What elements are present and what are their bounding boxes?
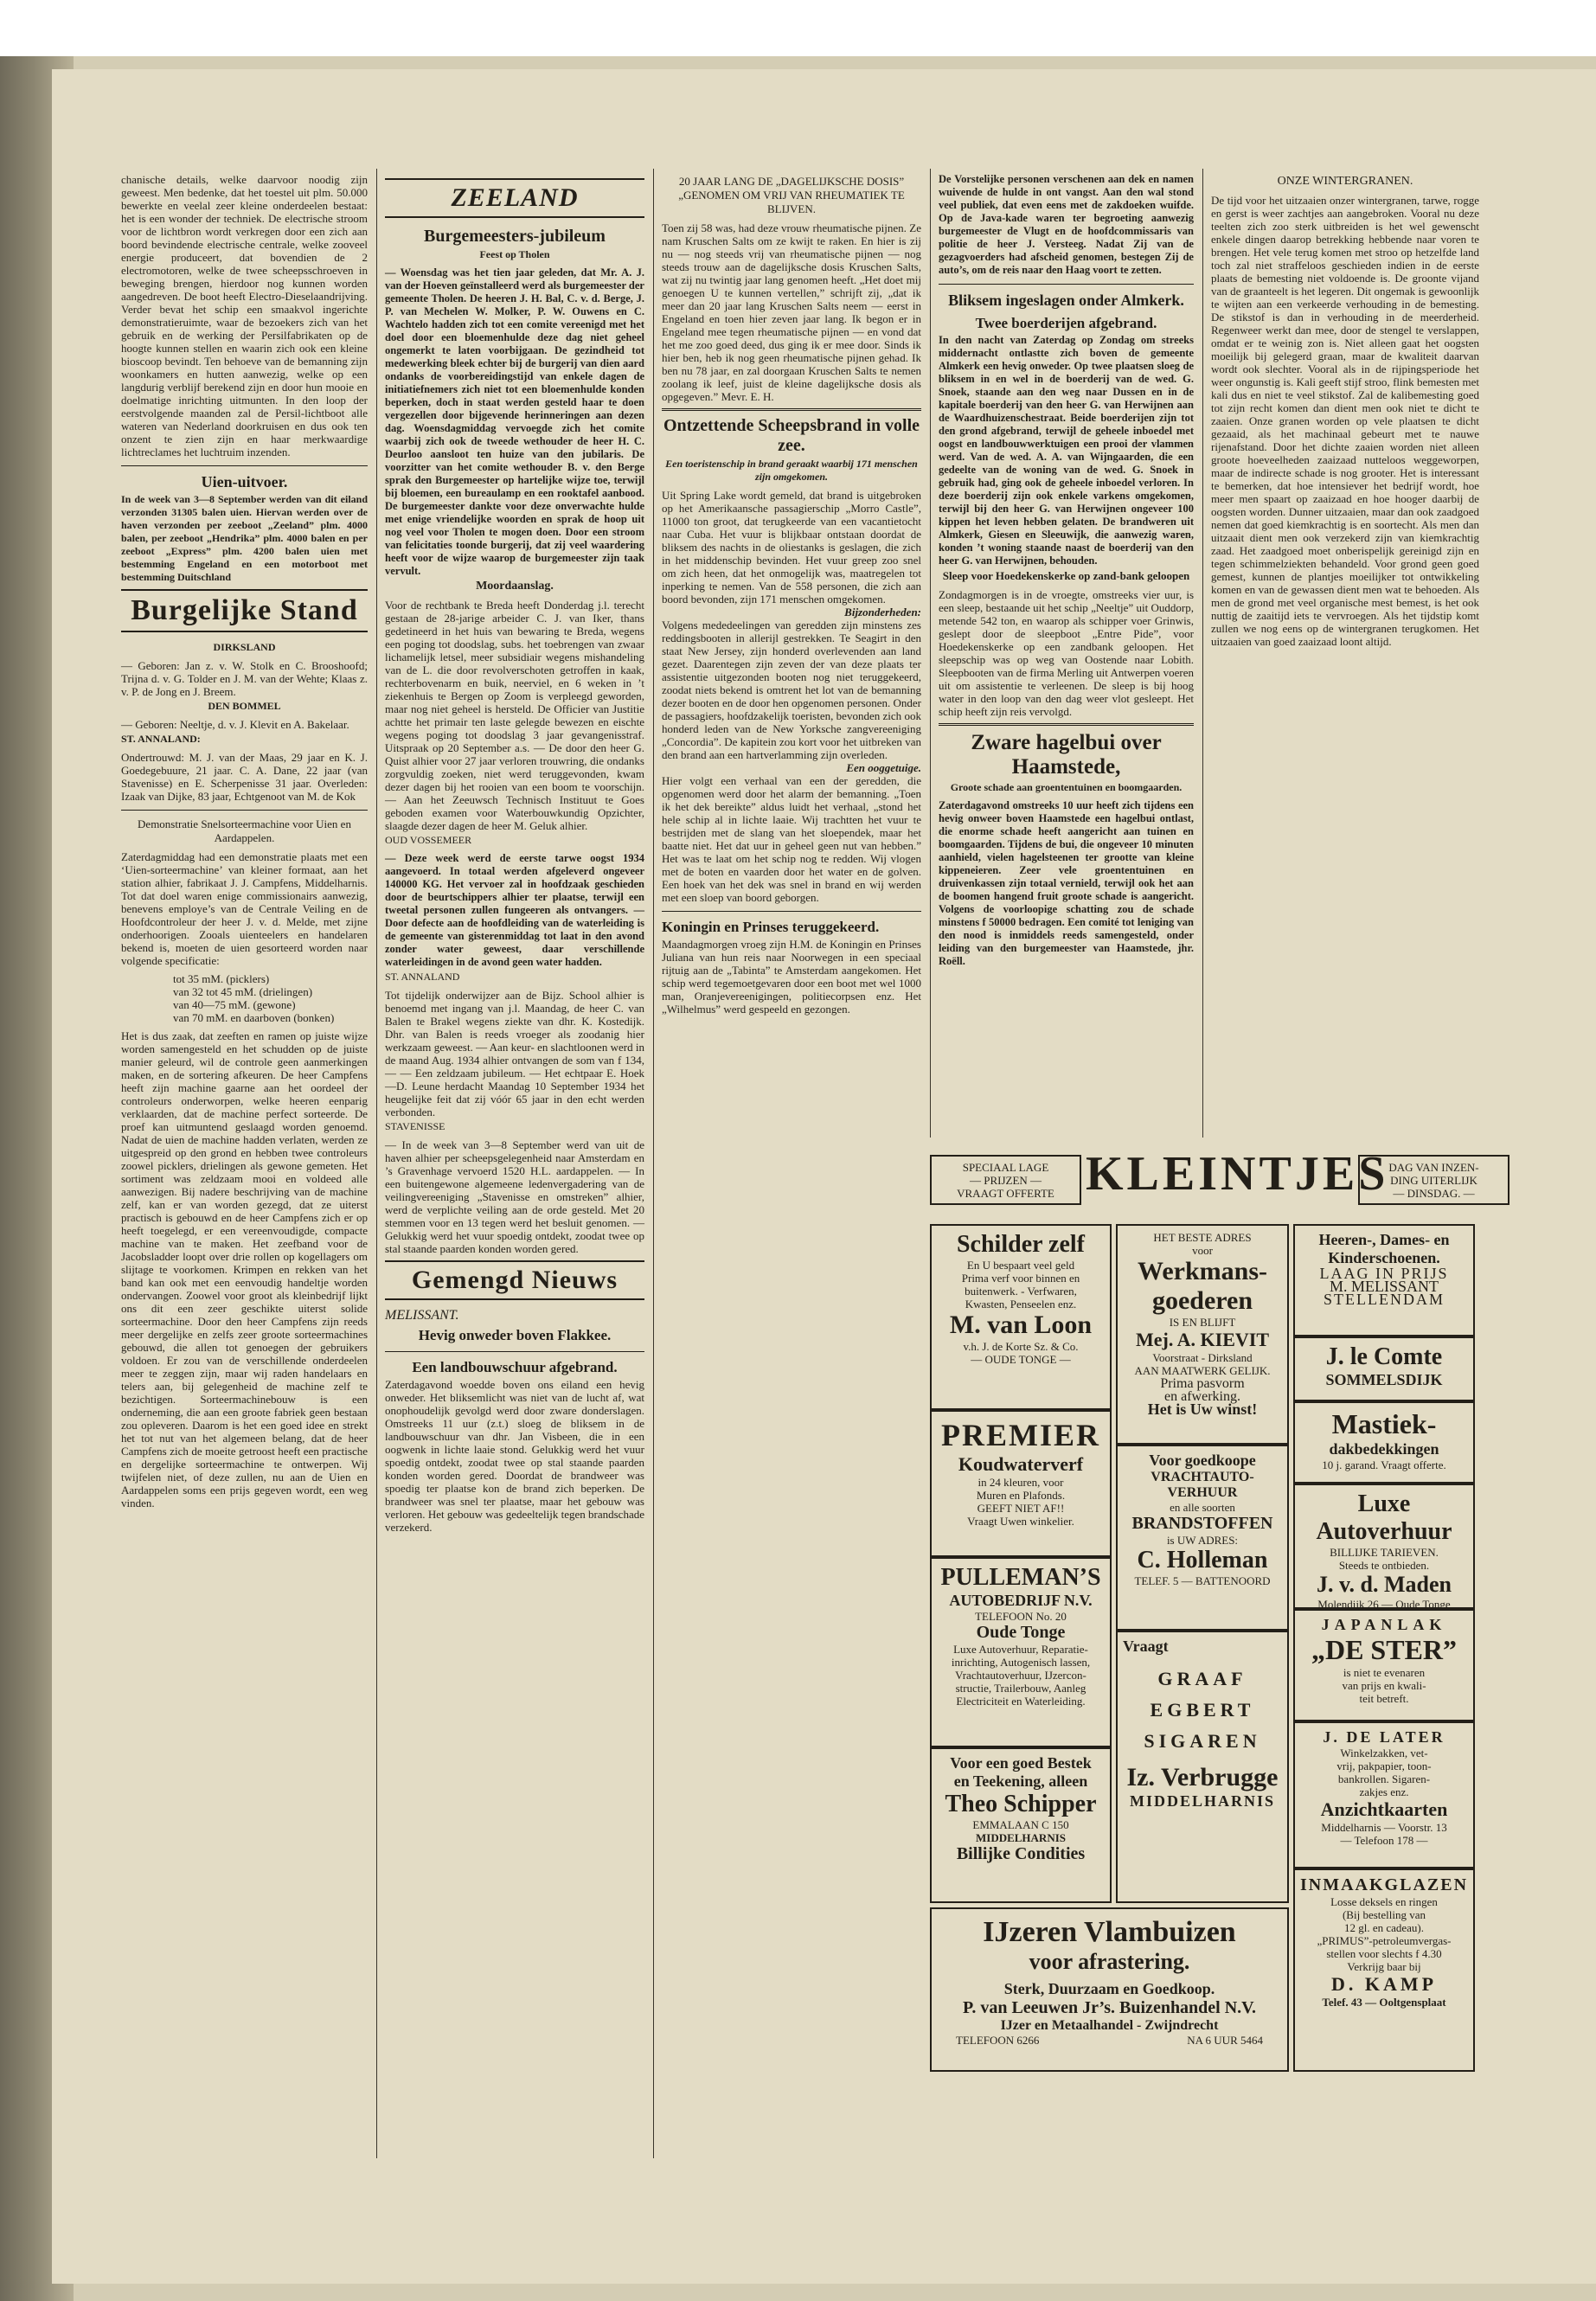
ad-text: Koudwaterverf bbox=[958, 1453, 1084, 1475]
heading-dirksland: DIRKSLAND bbox=[213, 641, 276, 653]
ad-name: J. le Comte bbox=[1325, 1343, 1443, 1370]
subheading-scheepsbrand: Een toeristenschip in brand geraakt waarbij 171 menschen zijn omgekomen. bbox=[665, 458, 918, 483]
ad-text: M. MELISSANT bbox=[1329, 1278, 1439, 1295]
ad-headline: Anzichtkaarten bbox=[1320, 1798, 1448, 1820]
ad-text: is niet te evenaren bbox=[1343, 1666, 1426, 1679]
ad-text: Vrachtautoverhuur, IJzercon- bbox=[955, 1669, 1086, 1682]
ad-maden bbox=[1293, 1484, 1475, 1609]
ad-text: is UW ADRES: bbox=[1166, 1534, 1239, 1547]
ad-name: D. KAMP bbox=[1330, 1973, 1438, 1995]
ad-text: Electriciteit en Waterleiding. bbox=[956, 1695, 1086, 1708]
divider bbox=[121, 810, 368, 811]
ad-kievit bbox=[1116, 1224, 1289, 1445]
ad-text: Oude Tonge bbox=[976, 1623, 1066, 1642]
article-koningin: Maandagmorgen vroeg zijn H.M. de Koningin en Prinses Juliana van hun reis naar Noorwegen in een speciaal rijtuig aan de „Tabinta” te Amsterdam aangekomen. Het schip werd tegemoetgevaren door een boot met wel 1000 man, Oranjevereenigingen, politiecorpsen enz. Het „Wilhelmus” werd gespeeld en gezongen. bbox=[662, 938, 921, 1016]
ad-text: 12 gl. en cadeau). bbox=[1343, 1921, 1425, 1934]
ad-name: M. van Loon bbox=[949, 1311, 1093, 1339]
article-bijzonderheden: Volgens mededeelingen van geredden zijn minstens zes reddingsbooten in allerijl gestrekken. Te Seagirt in den staat New Jersey, zijn honderd overlevenden aan land gezet. Daarentegen zijn zeven der van deze plaats ter assistentie uitgezonden booten nog niet teruggekeerd, zoodat niets bekend is omtrent het lot van de bemanning dezer booten en de door hen opgenomen personen. Onder de passagiers, hoofdzakelijk toeristen, bevonden zich ook honderd leden van de New Yorksche zangvereeniging „Concordia”. De kapitein zou kort voor het uitbreken van den brand aan een hartverlamming zijn overleden. bbox=[662, 619, 921, 761]
ad-text: IJzer en Metaalhandel - Zwijndrecht bbox=[1000, 2018, 1219, 2033]
ad-melissant bbox=[1293, 1224, 1475, 1336]
ad-text: Verkrijg baar bij bbox=[1347, 1960, 1421, 1973]
ad-text: teit betreft. bbox=[1359, 1692, 1409, 1705]
ad-text: BILLIJKE TARIEVEN. bbox=[1330, 1546, 1439, 1559]
article-stavenisse: — In de week van 3—8 September werd van uit de haven alhier per scheepsgelegenheid naar Amsterdam en ’s Gravenhage vervoerd 1520 H.L. aardappelen. — In een buitengewone algemeene ledenvergadering van de veilingvereeniging „Stavenisse en omstreken” alhier, werd de verplichte veiling aan de orde gesteld. Met 20 stemmen voor en 13 tegen werd het besluit genomen. — Gelukkig werd het vuur spoedig ontdekt, zoodat twee op stal staande paarden konden worden gered. bbox=[385, 1138, 644, 1255]
ad-headline: Luxe bbox=[1357, 1490, 1411, 1517]
ad-text: SIGAREN bbox=[1144, 1730, 1261, 1752]
article-oud-vossemeer: — Deze week werd de eerste tarwe oogst 1934 aangevoerd. In totaal werden afgeleverd ongeveer 140000 KG. Het vervoer zal in hoofdzaak geschieden door de beurtschippers alhier ter plaatse, terwijl een tweetal personen zullen fungeeren als ontvangers. — Door defecte aan de hoofdleiding van de waterleiding is de gemeente van gisterenmiddag tot laat in den avond zonder water geweest, daar verschillende waterleidingen in de avond geen water hadden. bbox=[385, 852, 644, 968]
ad-phone-row bbox=[939, 2034, 1280, 2047]
heading-boerderijen: Twee boerderijen afgebrand. bbox=[975, 315, 1157, 331]
text-den-bommel: — Geboren: Neeltje, d. v. J. Klevit en A. Bakelaar. bbox=[121, 718, 349, 731]
article-hagelbui: Zaterdagavond omstreeks 10 uur heeft zich tijdens een hevig onweer boven Haamstede een hagelbui ontlast, die enorme schade heeft aangericht aan tuinen en boomgaarden. Tijdens de bui, die ongeveer 10 minuten aanhield, vielen hagelsteenen ter grootte van kleine kippeneieren. Zeer vele groententuinen en druivenkassen zijn totaal vernield, terwijl ook het aan de boomen hangend fruit groote schade is aangericht. Volgens de voorloopige schatting zou de schade minstens f 50000 bedragen. Een comité tot leniging van den nood is inmiddels reeds samengesteld, onder leiding van den burgemeester van Haamstede, jhr. Roëll. bbox=[939, 799, 1194, 967]
article-demonstratie-continued: Het is dus zaak, dat zeeften en ramen op juiste wijze worden samengesteld en het schudden op de juiste manier geleurd, wil de controle geen aanmerkingen maken, en de sortering afkeuren. De heer Campfens heeft zijn machine gaarne aan het oordeel der controleurs onderworpen, welke heeren eenparig verklaarden, dat de machine perfect sorteerde. De proef kan uitmuntend geslaagd worden genoemd. Nadat de uien de machine hadden verlaten, werden ze uitgespreid op den grond en hebben twee controleurs zoowel picklers, drielingen als gewone gemeten. Het sortiment was zeldzaam mooi en voldeed alle aanwezigen. Bij nadere beschrijving van de machine zelf, kan er van worden gezegd, dat ze uiterst practisch is gebouwd en de heer Campfens zich er op heeft toegelegd, er een vereenvoudigde, compacte machine van te maken. Het zeefband voor de Jacobsladder loopt over drie rollen op kogellagers om slijtage te voorkomen. Krimpen en rekken van het band kan ook met een eenvoudig handeltje worden ondervangen. Zoowel voor groot als kleinbedrijf lijkt ons dit een zeer geschikte uiterst solide sorteermachine. Door den heer Campfens zijn reeds meer dergelijke en zelfs zeer groote sorteermachines gebouwd, die allen tot genoegen der gebruikers voldoen. Er zou van de verschillende onderdeelen meer te zeggen zijn, maar wij raden handelaars en telers aan, bij gelegenheid de machine zelf te bezichtigen. Sorteermachinebouw is een onderneming, die aan een groote fabriek geen bestaan zou opleveren. Daarom is het een goed idee en strekt het tot nut van het algemeen belang, dat de heer Campfens zich de moeite getroost heeft een practische en dergelijke sorteermachine te ontwerpen. Wij twijfelen niet, of deze zullen, nu aan de Uien en Aardappelen soms een prijs gegeven wordt, een weg vinden. bbox=[121, 1029, 368, 1509]
ad-text: Kinderschoenen. bbox=[1328, 1249, 1440, 1266]
ad-text: MIDDELHARNIS bbox=[1129, 1792, 1276, 1810]
ad-text: Middelharnis — Voorstr. 13 bbox=[1321, 1821, 1447, 1834]
ad-text: LAAG IN PRIJS bbox=[1319, 1265, 1449, 1282]
ad-text: Voor goedkoope bbox=[1149, 1452, 1256, 1469]
heading-melissant: MELISSANT. bbox=[385, 1308, 459, 1323]
ad-text: zakjes enz. bbox=[1359, 1785, 1409, 1798]
ad-text: Steeds te ontbieden. bbox=[1338, 1559, 1430, 1572]
ad-name: C. Holleman bbox=[1137, 1547, 1268, 1574]
ad-text: structie, Trailerbouw, Aanleg bbox=[955, 1682, 1086, 1695]
ad-text: 10 j. garand. Vraagt offerte. bbox=[1322, 1458, 1446, 1471]
banner-text: — DINSDAG. — bbox=[1393, 1187, 1475, 1200]
ad-text: Billijke Condities bbox=[956, 1844, 1086, 1863]
article-persil-continued: chanische details, welke daarvoor noodig zijn geweest. Men bedenke, dat het toestel uit plm. 50.000 bewerkte en veelal zeer kleine onderdeelen bestaat: het is een wonder der techniek. De electrische stroom voor de lichtbron wordt verkregen door een zich aan boord bevindende electrische centrale, welke zooveel energie produceert, dat bovendien de 2 electromotoren, welke de twee scheepsschroeven in beweging brengen, hierdoor nog kunnen worden aangedreven. De boot heeft Electro-Dieselaandrijving. Verder bevat het schip een smaakvol ingerichte demonstratieruimte, waar de bezoekers zich van het gebruik en de werking der Persilfabrikaten op de hoogte kunnen stellen en waarin zich ook een kleine bioscoop bevindt. Ten behoeve van de bemanning zijn woonkamers en hutten aanwezig, welke op een langdurig verblijf berekend zijn en door hun mooie en doelmatige inrichting uitmunten. In den loop der eerstvolgende maanden zal de Persil-lichtboot alle wateren van Nederland doorkruisen en dus ook ten onzent te zien zijn en haar merkwaardige lichtreclames het luchtruim inzenden. bbox=[121, 173, 368, 458]
heading-oud-vossemeer: OUD VOSSEMEER bbox=[385, 834, 472, 846]
article-st-annaland: Tot tijdelijk onderwijzer aan de Bijz. School alhier is benoemd met ingang van j.l. Maandag, de heer C. van Balen te Brakel wegens ziekte van dhr. K. Kostedijk. Dhr. van Balen is reeds vroeger als zoodanig hier werkzaam geweest. — Aan keur- en slachtloonen werd in de maand Aug. 1934 alhier ontvangen de som van f 134,— — Een zeldzaam jubileum. — Het echtpaar E. Hoek—D. Leune herdacht Maandag 10 September 1934 het heugelijke feit dat zij vóór 65 jaar in den echt werden verbonden. bbox=[385, 989, 644, 1118]
section-zeeland: ZEELAND bbox=[385, 178, 644, 218]
ad-verbrugge bbox=[1116, 1631, 1289, 1903]
ad-text: voor bbox=[1192, 1244, 1213, 1257]
ad-text: — Telefoon 178 — bbox=[1340, 1834, 1428, 1847]
heading-st-annaland: ST. ANNALAND: bbox=[121, 733, 201, 745]
divider bbox=[662, 911, 921, 912]
ad-de-later bbox=[1293, 1721, 1475, 1868]
ad-text: Voor een goed Bestek bbox=[950, 1754, 1092, 1772]
ad-name: Iz. Verbrugge bbox=[1126, 1763, 1279, 1791]
text-dirksland: — Geboren: Jan z. v. W. Stolk en C. Brooshoofd; Trijna d. v. G. Tolder en J. M. van der Wehte; Klaas z. v. P. de Jong en J. Breem. bbox=[121, 659, 368, 698]
ad-text: MIDDELHARNIS bbox=[975, 1831, 1066, 1844]
ad-text: vrij, pakpapier, toon- bbox=[1336, 1759, 1432, 1772]
ad-headline: PULLEMAN’S bbox=[940, 1564, 1101, 1591]
ad-text: EMMALAAN C 150 bbox=[972, 1818, 1069, 1831]
ad-text: buitenwerk. - Verfwaren, bbox=[965, 1285, 1077, 1298]
ad-text: inrichting, Autogenisch lassen, bbox=[951, 1656, 1091, 1669]
divider bbox=[939, 723, 1194, 726]
ad-text: Winkelzakken, vet- bbox=[1340, 1747, 1428, 1759]
heading-hagelbui: Zware hagelbui over Haamstede, bbox=[971, 731, 1162, 779]
ad-text: en alle soorten bbox=[1170, 1501, 1235, 1514]
banner-left-box bbox=[930, 1155, 1081, 1205]
ad-text: En U bespaart veel geld bbox=[966, 1259, 1075, 1272]
banner-text: DAG VAN INZEN- bbox=[1388, 1161, 1479, 1174]
ad-text: BRANDSTOFFEN bbox=[1131, 1514, 1273, 1533]
ad-text: Heeren-, Dames- en bbox=[1318, 1231, 1450, 1248]
heading-st-annaland: ST. ANNALAND bbox=[385, 971, 460, 983]
ad-name: P. van Leeuwen Jr’s. Buizenhandel N.V. bbox=[962, 1998, 1257, 2017]
text-st-annaland: Ondertrouwd: M. J. van der Maas, 29 jaar en K. J. Goedegebuure, 21 jaar. C. A. Dane, 22 jaar (van Stavenisse) en E. Scherpenisse 31 jaar. Overleden: Izaak van Dijke, 83 jaar, Echtgenoot van M. de Kok bbox=[121, 751, 368, 803]
ad-name: J. v. d. Maden bbox=[1316, 1572, 1452, 1597]
divider bbox=[939, 284, 1194, 285]
ad-text: TELEF. 5 — BATTENOORD bbox=[1134, 1574, 1271, 1587]
heading-stavenisse: STAVENISSE bbox=[385, 1120, 445, 1132]
ad-text: IS EN BLIJFT bbox=[1169, 1316, 1236, 1329]
ad-headline: Autoverhuur bbox=[1316, 1518, 1452, 1545]
ad-headline: voor afrastering. bbox=[1029, 1949, 1190, 1974]
heading-scheepsbrand: Ontzettende Scheepsbrand in volle zee. bbox=[663, 416, 920, 455]
heading-landbouwschuur: Een landbouwschuur afgebrand. bbox=[412, 1359, 618, 1375]
ad-text: TELEFOON 6266 bbox=[956, 2034, 1040, 2047]
spec-item: van 32 tot 45 mM. (drielingen) bbox=[173, 985, 313, 998]
ad-vlambuizen bbox=[930, 1907, 1289, 2072]
ad-text: — OUDE TONGE — bbox=[971, 1353, 1071, 1366]
ad-text: v.h. J. de Korte Sz. & Co. bbox=[963, 1340, 1079, 1353]
divider bbox=[662, 408, 921, 411]
heading-bijzonderheden: Bijzonderheden: bbox=[844, 606, 921, 619]
heading-moordaanslag: Moordaanslag. bbox=[476, 580, 554, 593]
ad-headline: IJzeren Vlambuizen bbox=[983, 1916, 1236, 1948]
ad-text: Sterk, Duurzaam en Goedkoop. bbox=[1003, 1980, 1215, 1997]
spec-item: tot 35 mM. (picklers) bbox=[173, 972, 270, 985]
kleintjes-banner bbox=[930, 1146, 1509, 1215]
ad-text: en Teekening, alleen bbox=[953, 1772, 1088, 1790]
ad-text: Vraagt bbox=[1123, 1638, 1169, 1655]
subheading-feest-tholen: Feest op Tholen bbox=[479, 248, 550, 260]
article-moordaanslag: Voor de rechtbank te Breda heeft Donderdag j.l. terecht gestaan de 28-jarige arbeider C. J. van Iker, thans gedetineerd in het huis van bewaring te Breda, wegens een poging tot doodslag, subs. het toebrengen van zwaar lichamelijk letsel, meer subsidiair wegens mishandeling van de L. die door revolverschoten getroffen in kaak, rechterbovenarm en buik, neerviel, en 6 weken in ’t ziekenhuis te Bergen op Zoom is verpleegd geworden, maar nog niet geheel is hersteld. De Officier van Justitie achtte het primair ten laste gelegde bewezen en eischte wegens poging tot doodslag 3 jaar gevangenisstraf. Uitspraak op 20 September a.s. — De door den heer G. Quist alhier voor 27 jaar verloren trouwring, die ondanks zorgvuldig zoeken, niet werd teruggevonden, kwam dezer dagen bij het rooien van een boom te voorschijn. — Aan het Zeeuwsch Technisch Instituut te Goes geboden examen voor Waterbouwkundig Opzichter, slaagde dezer dagen de heer M. Geluk alhier. bbox=[385, 599, 644, 832]
ad-text: Vraagt Uwen winkelier. bbox=[967, 1515, 1074, 1528]
ad-text: AAN MAATWERK GELIJK. bbox=[1134, 1364, 1271, 1377]
ad-headline: Mastiek- bbox=[1331, 1408, 1437, 1439]
ad-text: HET BESTE ADRES bbox=[1153, 1231, 1252, 1244]
ad-headline: „DE STER” bbox=[1311, 1634, 1458, 1665]
banner-text: — PRIJZEN — bbox=[969, 1174, 1042, 1187]
column-rule bbox=[1202, 169, 1203, 1138]
banner-text: SPECIAAL LAGE bbox=[962, 1161, 1049, 1174]
spec-item: van 40—75 mM. (gewone) bbox=[173, 998, 296, 1011]
spec-list bbox=[121, 972, 368, 1024]
ad-text: van prijs en kwali- bbox=[1342, 1679, 1426, 1692]
ad-headline: Schilder zelf bbox=[956, 1231, 1085, 1258]
ad-text: Losse deksels en ringen bbox=[1330, 1895, 1438, 1908]
ad-name: J. DE LATER bbox=[1323, 1728, 1445, 1746]
ad-text: Telef. 43 — Ooltgensplaat bbox=[1322, 1996, 1446, 2009]
ad-holleman bbox=[1116, 1445, 1289, 1631]
article-kruschen: Toen zij 58 was, had deze vrouw rheumatische pijnen. Ze nam Kruschen Salts om ze kwijt te raken. En hier is zij nu — nog steeds vrij van rheumatische pijnen — nog steeds trouw aan de dagelijksche dosis Kruschen Salts, wat zij nu twintig jaar lang genomen heeft. „Het doet mij genoegen U te kunnen vertellen,” schrijft zij, „dat ik meer dan 20 jaar lang Kruschen Salts neem — eerst in Engeland en toen hier zeven jaar lang. Ik begon er in Engeland mee tegen rheumatische pijnen — en vond dat het me zoo goed deed, dus ging ik er mee door. Sinds ik hier ben, heb ik nog geen rheumatische pijnen gehad. Ik ben nu 78 jaar, en zal doorgaan Kruschen Salts te nemen zoolang ik leef, juist de kleine dagelijksche dosis als opgegeven.” Mevr. E. H. bbox=[662, 221, 921, 403]
article-boerderijen: In den nacht van Zaterdag op Zondag om streeks middernacht ontlastte zich boven de gemeente Almkerk een hevig onweder. Op twee plaatsen sloeg de bliksem in en wel in de boerderij van de wed. G. Snoek, staande aan den weg naar Dussen en in de kapitale boerderij van den heer G. van Herwijnen aan de Waardhuizenschestraat. Beide boerderijen zijn tot den grond afgebrand, terwijl de geheele inboedel met oogst en landbouwwerktuigen een prooi der vlammen werd. Van de wed. A. A. van Wijngaarden, die een gedeelte van de woning van de wed. G. Snoek in gebruik had, ging ook de geheele inboedel verloren. In deze boerderij zijn ook enkele varkens omgekomen, terwijl bij den heer G. van Herwijnen ongeveer 100 kippen het leven hebben gelaten. De brandweren uit Almkerk, Giesen en Sleeuwijk, die aanwezig waren, konden ’t woning staande naast de boerderij van den heer G. van Herwijnen, behouden. bbox=[939, 334, 1194, 567]
column-rule bbox=[930, 169, 931, 1138]
ad-text: JAPANLAK bbox=[1321, 1616, 1447, 1633]
ad-text: bankrollen. Sigaren- bbox=[1337, 1772, 1431, 1785]
banner-right-box bbox=[1358, 1155, 1509, 1205]
ad-theo-schipper bbox=[930, 1747, 1112, 1903]
ad-text: NA 6 UUR 5464 bbox=[1187, 2034, 1263, 2047]
ad-text: in 24 kleuren, voor bbox=[977, 1476, 1064, 1489]
section-gemengd-nieuws: Gemengd Nieuws bbox=[385, 1260, 644, 1300]
column-rule bbox=[653, 169, 654, 2158]
ad-text: Luxe Autoverhuur, Reparatie- bbox=[953, 1643, 1088, 1656]
article-burgemeesters-jubileum: — Woensdag was het tien jaar geleden, dat Mr. A. J. van der Hoeven geïnstalleerd werd als burgemeester der gemeente Tholen. De heeren J. H. Bal, C. v. d. Berge, J. P. van Mechelen W. Molker, P. W. Ouwens en C. Wachtelo hadden zich tot een comite vereenigd met het doel door een bloemenhulde deze dag niet geheel ongemerkt te laten voorbijgaan. De gezindheid tot medewerking bleek echter bij de burgerij van dien aard ondanks de voorbereidingstijd van enkele dagen de initiatiefnemers zich niet tot een bloemenhulde konden beperken, doch in staat werden gesteld haar te doen vergezellen door bijgevende herinneringen aan dezen dag. Woensdagmiddag vervoegde zich het comite waarbij zich ook de tweede wethouder de heer H. C. Deurloo aansloot ten huize van den jubilaris. De voorzitter van het comite wethouder B. v. den Berge sprak den Burgemeester op hartelijke wijze toe, terwijl bij bloemen, een bureaulamp en een rooktafel aanbood. De burgemeester dankte voor deze onverwachte hulde met enige vriendelijke woorden en sprak de hoop uit nog veel voor Tholen te mogen doen. Door een stroom van felicitaties toonde burgerij, dat zij veel waardering heeft voor de wijze waarop de burgemeester zijn taak vervult. bbox=[385, 266, 644, 577]
article-ooggetuige: Hier volgt een verhaal van een der geredden, die opgenomen werd door het alarm der bemanning. „Toen ik het dek bereikte” aldus luidt het verhaal, „stond het hele schip al in lichte laaie. Wij trachtten het vuur te bestrijden met de slang van het sloependek, maar het baatte niet. Het dat uur in geheel geen nut van hebben.” Het was te laat om het schip nog te redden. Wij vlogen met de boten en vaarden door het water en de golven. Een hoek van het dek was snel in brand en wij werden met een sloep van boord geborgen. bbox=[662, 774, 921, 904]
column-1 bbox=[121, 173, 368, 1509]
heading-bliksem-almkerk: Bliksem ingeslagen onder Almkerk. bbox=[948, 292, 1184, 309]
article-wintergranen: De tijd voor het uitzaaien onzer wintergranen, tarwe, rogge en gerst is weer zachtjes aan aangebroken. Vooral nu deze teelten zich zoo sterk uitbreiden is het wel gewenscht enkele dingen daarop betrekking hebbende naar voren te brengen. Het vele terug komen met stroo op hetzelfde land toch zal niet straffeloos geschieden indien in de eerste plaats de bemesting niet voldoende is. De groonte vijand van de graanteelt is het legeren. Dit ongemak is gewoonlijk te wijten aan een verkeerde verhouding in de bemesting. De stikstof is dan in verhouding in de meerderheid. Regenweer werkt dan mee, door de stengel te verslappen, omdat er te weinig zon is. Niet alleen gaat het oogsten moeilijk bij gelegerd graan, maar de kwaliteit daarvan wordt ook slechter. Vooral als in de rijpingsperiode het weer ongunstig is. Kali geeft stijf stroo, flink bemesten met kali dus en niet te veel stikstof. Zal de kalibemesting goed tot zijn recht komen dan dient men ook niet te dicht te zaaien. Onze granen worden op vele plaatsen te dicht gezaaid, als het machinaal gebeurt met te nauwe rijenafstand. Door het dichte zaaien worden niet alleen groote hoeveelheden zaaizaad nutteloos weggeworpen, maar de indirecte schade is nog grooter. Het is interessant te bemerken, dat hoe intensiever het bedrijf wordt, hoe meer men spaart op zaaizaad en hoe hooger daarbij de oogsten worden. Dunner uitzaaien, maar dan ook zaadgoed nemen dat goed kiemkrachtig is en soortecht. Als men dan uitzaait dient men ook verzekerd zijn van kiemkrachtig zaad. Het zaadgoed moet onberispelijk gereinigd zijn en tegen schimmelziekten behandeld. Voor grond geen goed gemest, kunnen de plantjes moeilijker tot ontwikkeling komen en van de gewassen dient men wat te behoeden. Als men de grond met veel organische mest bemest, is het ook nuttig de zaaitijd iets te vervroegen. Als het tijdstip komt zullen we nog eens op de wintergranen terugkomen. Het uitzaaien van goed zaaizaad loont altijd. bbox=[1211, 194, 1479, 648]
column-4 bbox=[939, 173, 1194, 968]
ad-text: EGBERT bbox=[1150, 1699, 1255, 1721]
heading-uien-uitvoer: Uien-uitvoer. bbox=[201, 473, 288, 490]
heading-hevig-onweder: Hevig onweder boven Flakkee. bbox=[418, 1327, 612, 1343]
banner-text: VRAAGT OFFERTE bbox=[957, 1187, 1054, 1200]
ad-headline: INMAAKGLAZEN bbox=[1300, 1875, 1469, 1894]
column-3 bbox=[662, 173, 921, 1016]
ad-text: Molendijk 26 — Oude Tonge bbox=[1317, 1598, 1451, 1611]
article-scheepsbrand: Uit Spring Lake wordt gemeld, dat brand is uitgebroken op het Amerikaansche passagierschip „Morro Castle”, 11000 ton groot, dat terugkeerde van een vacantietocht naar Cuba. Het vuur is blijkbaar ontstaan doordat de bliksem des nachts in de oliestanks is geslagen, die zich in het middenschip bevinden. Het vuur greep zoo snel om zich heen, dat het onmogelijk was, maatregelen tot inperking te nemen. Van de 558 personen, die zich aan boord bevonden, zijn 171 menschen omgekomen. bbox=[662, 489, 921, 606]
article-landbouwschuur: Zaterdagavond woedde boven ons eiland een hevig onweder. Het bliksemlicht was niet van de lucht af, wat onophoudelijk gevolgd werd door zware donderslagen. Omstreeks 11 uur (z.t.) sloeg de bliksem in de landbouwschuur van dhr. Jan Visbeen, die in een oogwenk in lichte laaie stond. Gelukkig werd het vuur spoedig ontdekt, zoodat twee op stal staande paarden konden worden gered. Doordat de brandweer was spoedig ter plaatse kon de brand zich beperken. De brandweer was snel ter plaatse, maar het gebouw was verloren. Het gebouw was gedeeltelijk tegen brandschade verzekerd. bbox=[385, 1378, 644, 1534]
ad-text: Kwasten, Penseelen enz. bbox=[965, 1298, 1077, 1311]
ad-text: TELEFOON No. 20 bbox=[975, 1610, 1067, 1623]
ad-premier bbox=[930, 1410, 1112, 1557]
divider bbox=[385, 1351, 644, 1352]
divider bbox=[121, 465, 368, 466]
kleintjes-title: KLEINTJES bbox=[1086, 1147, 1389, 1201]
ad-name: Mej. A. KIEVIT bbox=[1136, 1329, 1269, 1350]
ad-text: (Bij bestelling van bbox=[1342, 1908, 1426, 1921]
ad-text: Prima pasvorm bbox=[1160, 1376, 1245, 1391]
ad-text: „PRIMUS”-petroleumvergas- bbox=[1317, 1934, 1452, 1947]
ad-text: Prima verf voor binnen en bbox=[961, 1272, 1080, 1285]
ad-japanlak bbox=[1293, 1609, 1475, 1721]
ad-headline: goederen bbox=[1151, 1286, 1253, 1315]
ad-text: Het is Uw winst! bbox=[1147, 1400, 1258, 1418]
article-uien-uitvoer: In de week van 3—8 September werden van dit eiland verzonden 31305 balen uien. Hiervan werden over de haven verzonden per zeeboot „Zeeland” plm. 4000 balen, per zeeboot „Hendrika” plm. 4000 balen en per zeeboot „Express” plm. 4200 balen uien met bestemming Engeland en een motorboot met bestemming Duitschland bbox=[121, 493, 368, 583]
article-koningin-continued: De Vorstelijke personen verschenen aan dek en namen wuivende de hulde in ont vangst. Aan den wal stond veel publiek, dat even eens met de zakdoeken wuifde. Op de Java-kade waren ter begroeting aanwezig burgemeester de Vlugt en de hoofdcommissaris van politie de heer J. Versteeg. Nadat Zij van de gezagvoerders had afscheid genomen, bestegen Zij de auto’s, om de reis naar den Haag voort te zetten. bbox=[939, 173, 1194, 276]
ad-schilder-zelf bbox=[930, 1224, 1112, 1410]
ad-text: GEEFT NIET AF!! bbox=[977, 1502, 1065, 1515]
subheading-hagelbui: Groote schade aan groententuinen en boomgaarden. bbox=[950, 781, 1183, 793]
ad-text: AUTOBEDRIJF N.V. bbox=[949, 1592, 1093, 1609]
spec-item: van 70 mM. en daarboven (bonken) bbox=[173, 1011, 335, 1024]
ad-text: Voorstraat - Dirksland bbox=[1152, 1351, 1253, 1364]
heading-kruschen: 20 JAAR LANG DE „DAGELIJKSCHE DOSIS” „GENOMEN OM VRIJ VAN RHEUMATIEK TE BLIJVEN. bbox=[678, 175, 905, 215]
ad-text: SOMMELSDIJK bbox=[1325, 1371, 1443, 1388]
heading-wintergranen: ONZE WINTERGRANEN. bbox=[1277, 175, 1413, 188]
article-sleep: Zondagmorgen is in de vroegte, omstreeks vier uur, is een sleep, bestaande uit het schip „Neeltje” uit Ouddorp, metende 542 ton, en waarop als schipper voer Grinwis, geslept door de sleepboot „Entre Pide”, voor Hoedekenskerke op een zandbank geloopen. Het sleepschip was op weg van Oostende naar Lobith. Sleepbooten van de firma Merling uit Antwerpen voeren uit om assistentie te verleenen. De sleep is bij hoog water in den loop van den dag weer vlot gesleept. Het schip heeft zijn reis vervolgd. bbox=[939, 588, 1194, 718]
column-5 bbox=[1211, 173, 1479, 648]
column-2 bbox=[385, 173, 644, 1534]
ad-kamp bbox=[1293, 1868, 1475, 2072]
column-rule bbox=[376, 169, 377, 2158]
heading-den-bommel: DEN BOMMEL bbox=[208, 700, 281, 712]
heading-demonstratie: Demonstratie Snelsorteermachine voor Uien en Aardappelen. bbox=[138, 817, 351, 844]
ad-pulleman bbox=[930, 1557, 1112, 1747]
ad-text: stellen voor slechts f 4.30 bbox=[1326, 1947, 1442, 1960]
ad-le-comte bbox=[1293, 1336, 1475, 1401]
heading-sleep: Sleep voor Hoedekenskerke op zand-bank geloopen bbox=[942, 569, 1190, 582]
ad-text: GRAAF bbox=[1157, 1668, 1247, 1689]
ad-text: Muren en Plafonds. bbox=[976, 1489, 1066, 1502]
heading-ooggetuige: Een ooggetuige. bbox=[846, 761, 921, 774]
ad-headline: PREMIER bbox=[941, 1418, 1100, 1452]
ad-text: en afwerking. bbox=[1164, 1389, 1240, 1404]
section-burgelijke-stand: Burgelijke Stand bbox=[121, 589, 368, 632]
ad-text: STELLENDAM bbox=[1324, 1291, 1445, 1308]
banner-text: DING UITERLIJK bbox=[1390, 1174, 1477, 1187]
heading-koningin: Koningin en Prinses teruggekeerd. bbox=[662, 919, 880, 935]
ad-text: dakbedekkingen bbox=[1329, 1440, 1439, 1458]
ad-text: VRACHTAUTO-VERHUUR bbox=[1151, 1470, 1254, 1500]
ad-name: Theo Schipper bbox=[945, 1791, 1097, 1817]
heading-burgemeesters-jubileum: Burgemeesters-jubileum bbox=[424, 227, 606, 246]
ad-mastiek bbox=[1293, 1401, 1475, 1484]
article-demonstratie: Zaterdagmiddag had een demonstratie plaats met een ‘Uien-sorteermachine’ van kleiner formaat, aan het station alhier, fabrikaat J. J. Campfens, Middelharnis. Tot dat doel waren enige commissionairs aanwezig, benevens employe’s van de Centrale Veiling en de Hoofdcontroleur der heer J. v. d. Melde, met zijne onderhoorigen. Zooals uienteelers en handelaren bekend is, moeten de uien gesorteerd worden naar volgende specificatie: bbox=[121, 850, 368, 967]
ad-headline: Werkmans- bbox=[1138, 1257, 1267, 1285]
